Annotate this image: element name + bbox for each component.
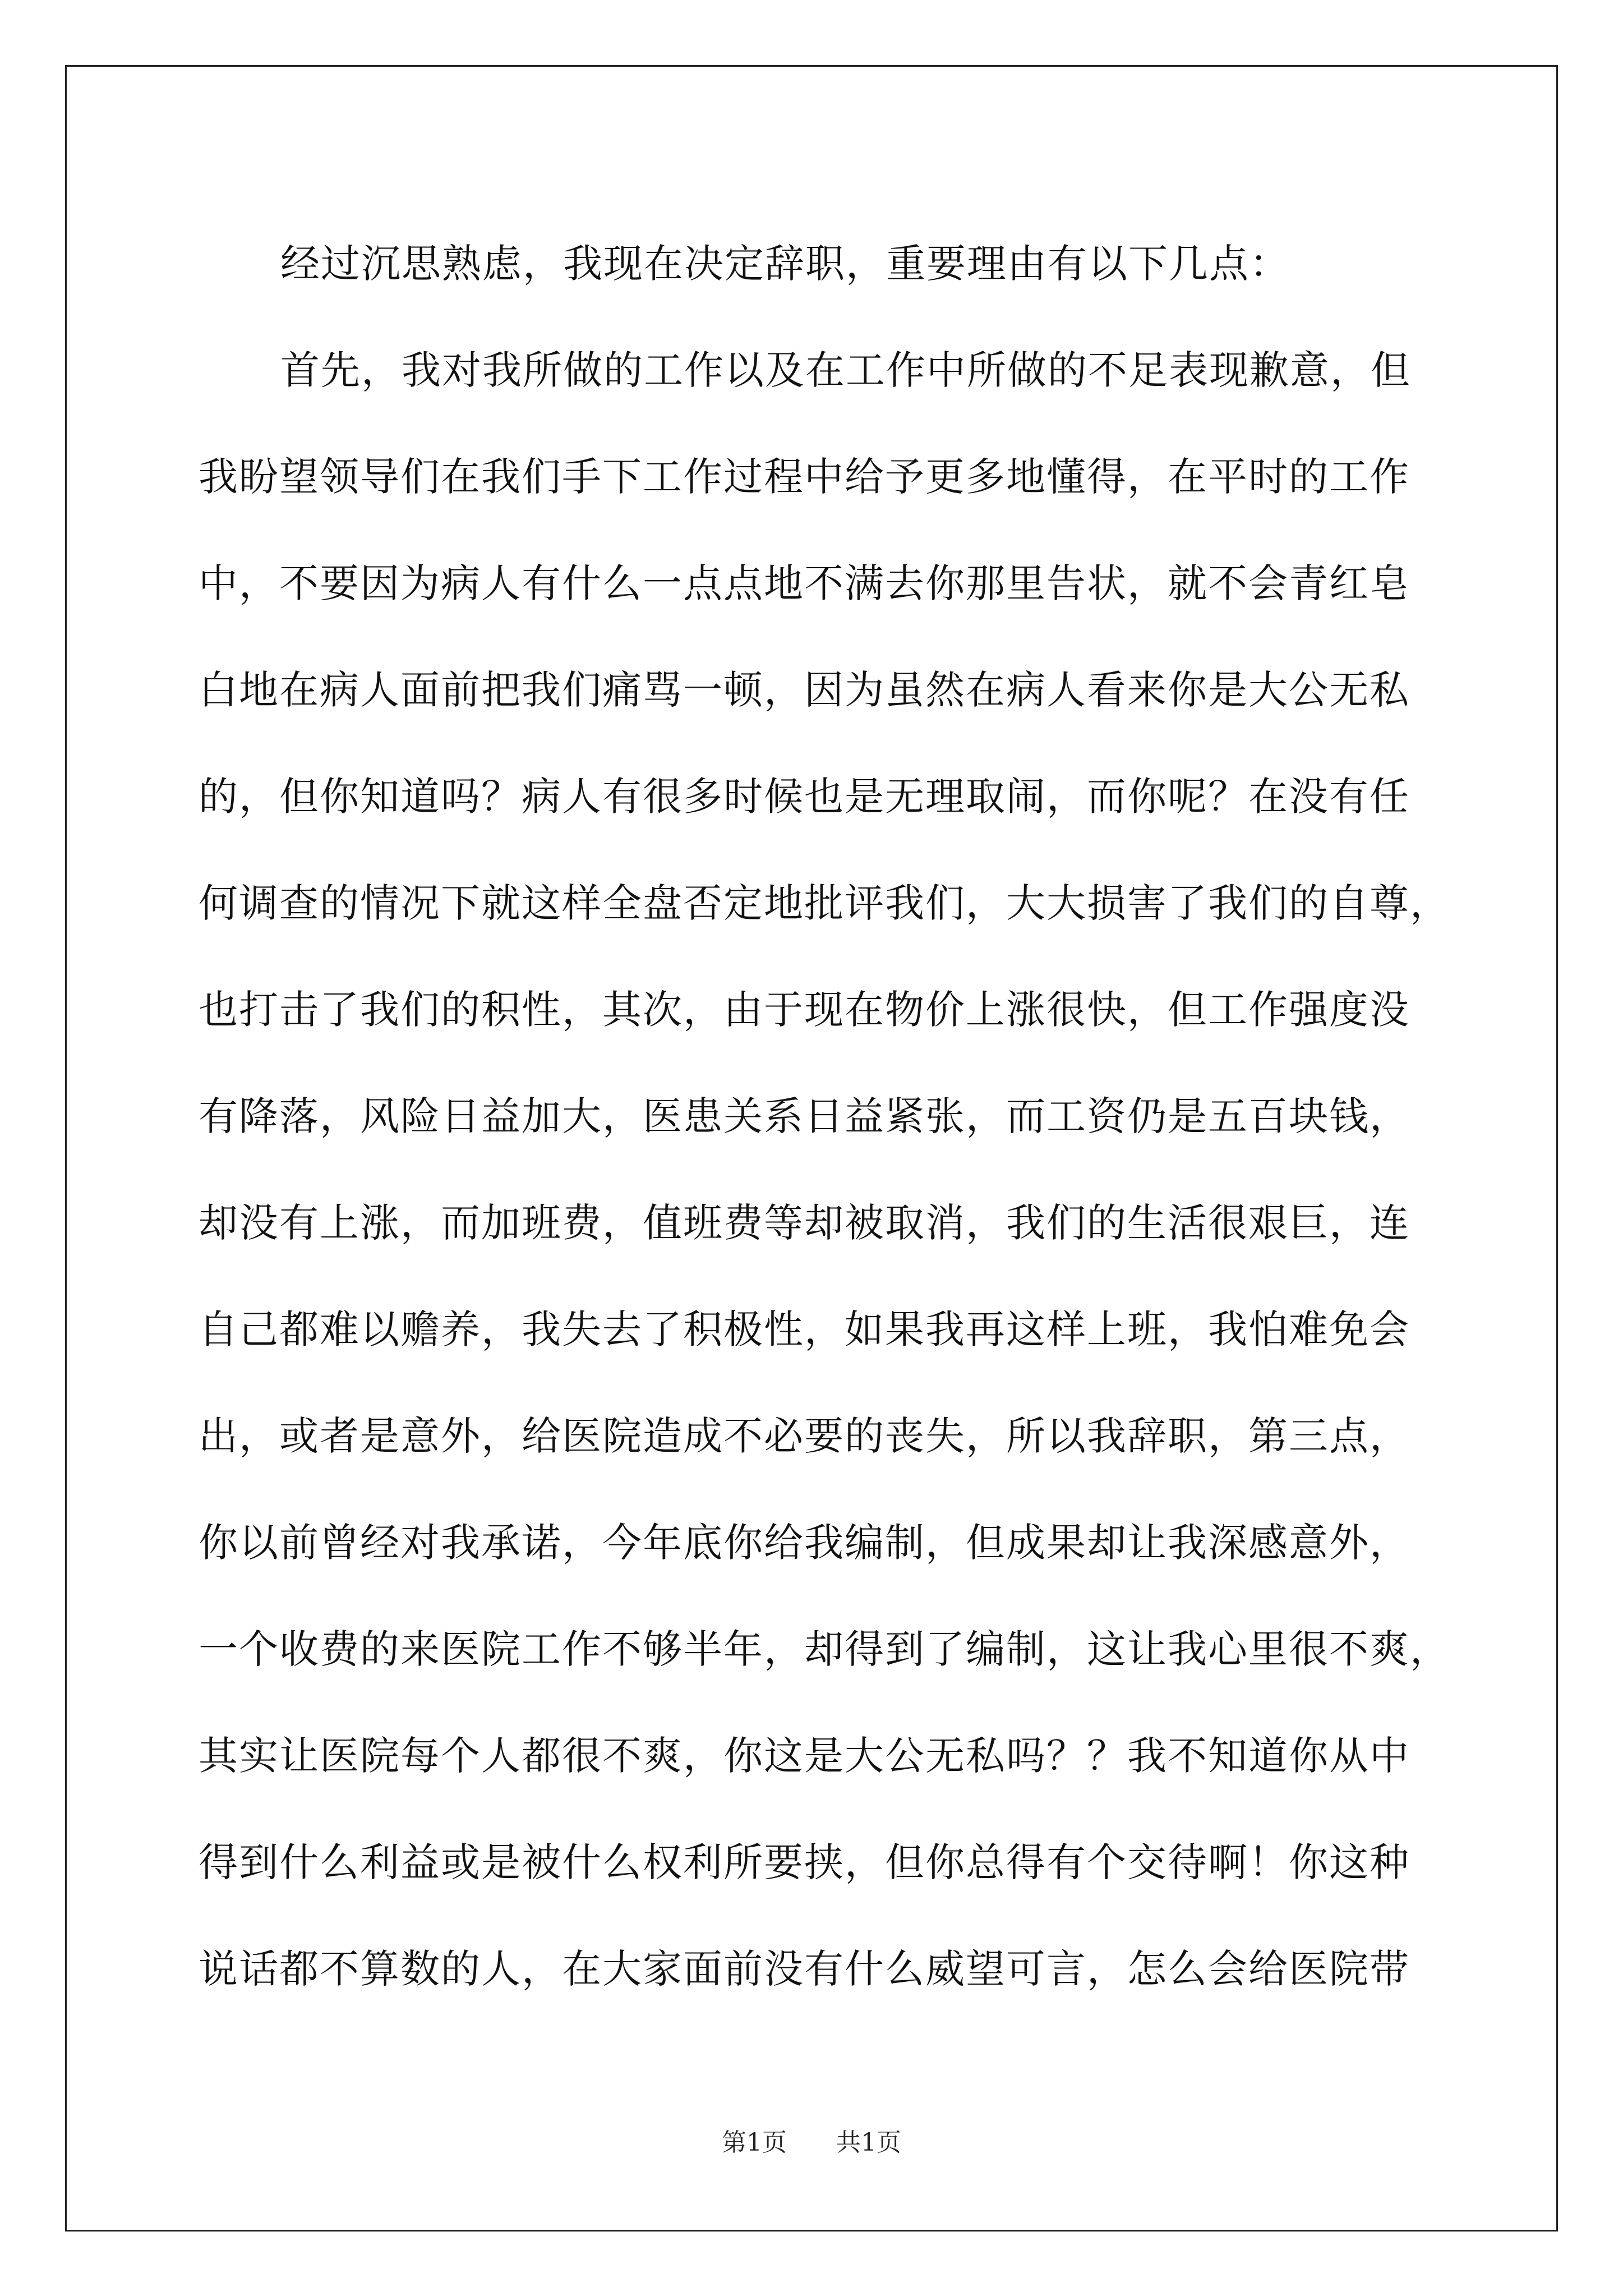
paragraph-line: 得到什么利益或是被什么权利所要挟，但你总得有个交待啊！你这种: [199, 1839, 1410, 1885]
page-footer: [0, 2126, 1623, 2160]
paragraph-line: 出，或者是意外，给医院造成不必要的丧失，所以我辞职，第三点，: [199, 1413, 1410, 1459]
paragraph-line: 何调查的情况下就这样全盘否定地批评我们，大大损害了我们的自尊，: [199, 880, 1450, 926]
document-body: [199, 210, 1455, 2022]
paragraph-line: 说话都不算数的人，在大家面前没有什么威望可言，怎么会给医院带: [199, 1946, 1410, 1992]
page-number: 第1页: [722, 2128, 787, 2157]
paragraph-line: 也打击了我们的积性，其次，由于现在物价上涨很快，但工作强度没: [199, 987, 1410, 1033]
paragraph-line: 有降落，风险日益加大，医患关系日益紧张，而工资仍是五百块钱，: [199, 1093, 1410, 1139]
paragraph-line: 其实让医院每个人都很不爽，你这是大公无私吗？？我不知道你从中: [199, 1733, 1410, 1779]
paragraph-line: 自己都难以赡养，我失去了积极性，如果我再这样上班，我怕难免会: [199, 1306, 1410, 1352]
paragraph-line: 白地在病人面前把我们痛骂一顿，因为虽然在病人看来你是大公无私: [199, 667, 1410, 713]
paragraph-line: 的，但你知道吗？病人有很多时候也是无理取闹，而你呢？在没有任: [199, 774, 1410, 820]
paragraph-line: 经过沉思熟虑，我现在决定辞职，重要理由有以下几点：: [280, 241, 1290, 287]
paragraph-line: 却没有上涨，而加班费，值班费等却被取消，我们的生活很艰巨，连: [199, 1200, 1410, 1246]
paragraph-line: 首先，我对我所做的工作以及在工作中所做的不足表现歉意，但: [280, 347, 1411, 393]
paragraph-line: 一个收费的来医院工作不够半年，却得到了编制，这让我心里很不爽，: [199, 1626, 1450, 1672]
paragraph-line: 你以前曾经对我承诺，今年底你给我编制，但成果却让我深感意外，: [199, 1520, 1410, 1566]
page-total: 共1页: [836, 2128, 901, 2157]
paragraph-line: 我盼望领导们在我们手下工作过程中给予更多地懂得，在平时的工作: [199, 454, 1410, 500]
paragraph-line: 中，不要因为病人有什么一点点地不满去你那里告状，就不会青红皂: [199, 560, 1410, 606]
